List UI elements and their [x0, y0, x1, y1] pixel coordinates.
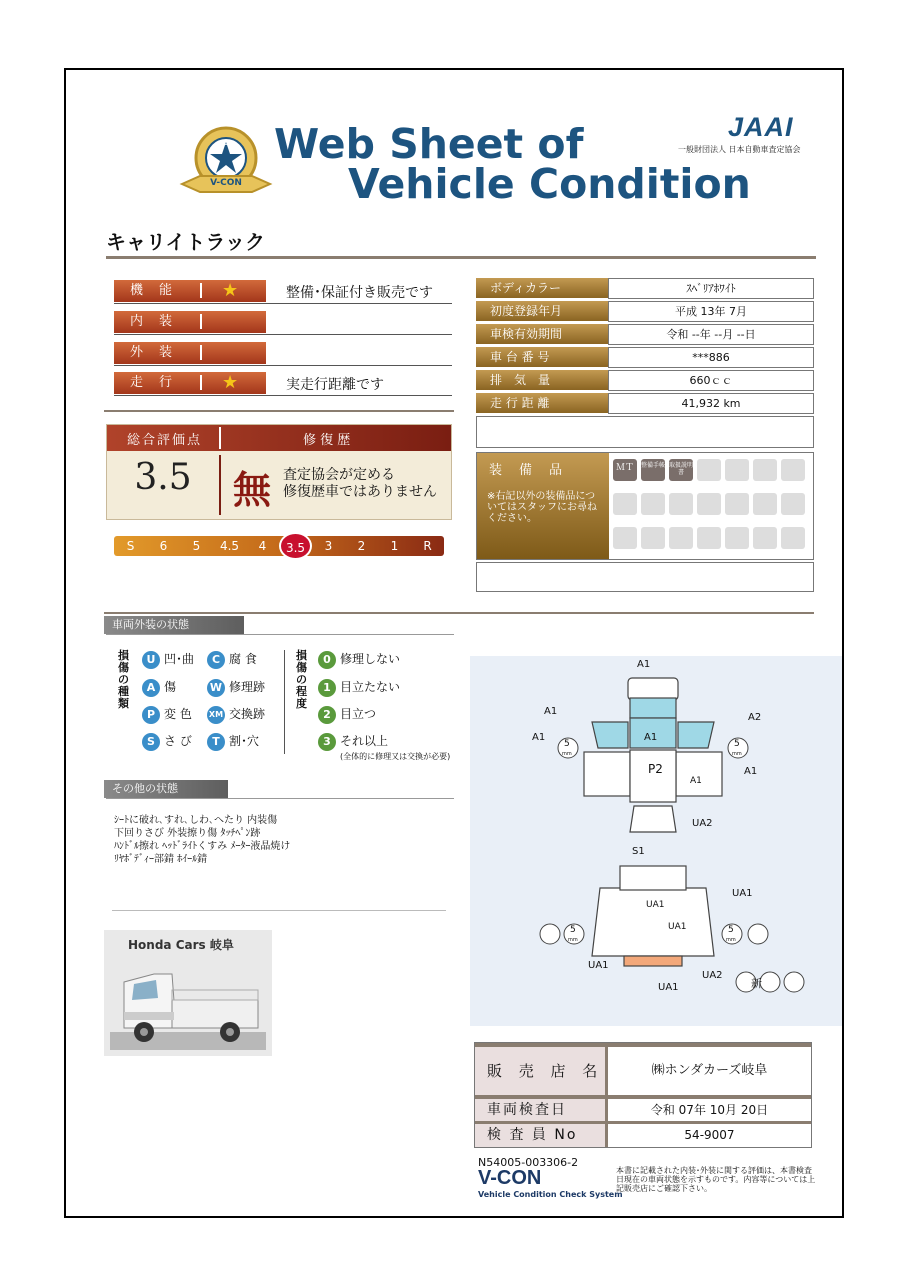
spec-value-mileage: 41,932 km: [608, 393, 814, 414]
equipment-slot: [697, 459, 721, 481]
equipment-slot: [697, 527, 721, 549]
inspector-number: 54-9007: [684, 1128, 735, 1142]
tire-unit: mm: [562, 751, 572, 757]
damage-label: A1: [532, 732, 546, 743]
vehicle-name: キャリイトラック: [106, 230, 265, 254]
degree-3: 3 それ以上: [318, 732, 388, 751]
star-icon: ★: [222, 372, 239, 393]
spec-table: [476, 278, 814, 416]
code-icon: 2: [318, 706, 336, 724]
score-scale-item: 5: [192, 539, 201, 553]
tab-mileage: [114, 372, 452, 394]
spec-label: 排 気 量: [476, 370, 608, 391]
vehicle-photo: [104, 930, 272, 1056]
spec-label: 車検有効期間: [476, 324, 608, 345]
truck-diagram-icon: [470, 656, 842, 1026]
jaai-org-name: 一般財団法人 日本自動車査定協会: [678, 145, 801, 154]
equipment-box: [476, 452, 814, 560]
damage-label: UA1: [668, 922, 687, 932]
damage-label: UA1: [646, 900, 665, 910]
equipment-label: 装 備 品: [489, 463, 565, 478]
tab-label: 機能: [130, 283, 189, 298]
spare-new-mark: 新: [751, 977, 762, 990]
exterior-section-header: 車両外装の状態: [104, 616, 244, 634]
equipment-slot: [725, 493, 749, 515]
equipment-note: ※右記以外の装備品についてはスタッフにお尋ねください。: [487, 491, 597, 524]
degree-0: 0 修理しない: [318, 650, 400, 669]
spec-value-displacement: 660ｃｃ: [608, 370, 814, 391]
tire-depth-rl: 5: [570, 925, 576, 935]
degree-2: 2 目立つ: [318, 705, 376, 724]
other-conditions: [114, 814, 290, 866]
damage-label: A1: [690, 776, 702, 786]
code-icon: A: [142, 679, 160, 697]
spec-value-body-color: ｽﾍﾞﾘｱﾎﾜｲﾄ: [608, 278, 814, 299]
other-line: ﾘﾔﾎﾞﾃﾞｨｰ部錆 ﾎｲｰﾙ錆: [114, 854, 208, 865]
dealer-table: [474, 1042, 812, 1148]
degree-note: (全体的に修理又は交換が必要): [340, 752, 451, 761]
equipment-slot: [613, 527, 637, 549]
equipment-slot: [641, 493, 665, 515]
tire-depth-fr: 5: [734, 739, 740, 749]
damage-label: A1: [544, 706, 558, 717]
spec-value-first-registration: 平成 13年 7月: [608, 301, 814, 322]
overall-score: 3.5: [134, 457, 192, 498]
jaai-logo: JAAI: [728, 112, 794, 142]
damage-types-heading: 損傷の種類: [118, 649, 129, 710]
shop-value: ㈱ホンダカーズ岐阜: [651, 1063, 768, 1078]
shop-label: 販 売 店 名: [475, 1047, 605, 1095]
header-rule: [106, 256, 816, 259]
spec-label: 初度登録年月: [476, 301, 608, 322]
repair-note-2: 修復歴車ではありません: [283, 484, 437, 500]
spec-label: 車 台 番 号: [476, 347, 608, 368]
tire-depth-rr: 5: [728, 925, 734, 935]
code-icon: S: [142, 733, 160, 751]
tire-depth-fl: 5: [564, 739, 570, 749]
equipment-slot: [753, 527, 777, 549]
equipment-slot: [725, 459, 749, 481]
spec-label: 走 行 距 離: [476, 393, 608, 414]
score-scale-item: 6: [159, 539, 168, 553]
code-icon: C: [207, 651, 225, 669]
equipment-slot: [697, 493, 721, 515]
spec-notes-box: [476, 416, 814, 448]
score-scale: [114, 536, 444, 556]
truck-photo-icon: [110, 958, 266, 1050]
damage-label: P2: [648, 762, 663, 776]
damage-label: UA2: [702, 970, 723, 981]
damage-degree-heading: 損傷の程度: [296, 649, 307, 710]
repair-history-label: 修 復 歴: [303, 433, 351, 448]
code-icon: XM: [207, 706, 225, 724]
emblem-mark: JAAI: [219, 140, 233, 147]
tab-label: 走行: [130, 375, 189, 390]
other-line: ﾊﾝﾄﾞﾙ擦れ ﾍｯﾄﾞﾗｲﾄくすみ ﾒｰﾀｰ液晶焼け: [114, 841, 291, 852]
star-icon: ★: [222, 280, 239, 301]
score-scale-item: 2: [357, 539, 366, 553]
equipment-slot: [753, 459, 777, 481]
tab-exterior: [114, 342, 452, 364]
spec-value-inspection-validity: 令和 --年 --月 --日: [608, 324, 814, 345]
inspector-label: 検 査 員 No: [475, 1124, 605, 1147]
inspection-date: 令和 07年 10月 20日: [650, 1103, 769, 1117]
code-icon: T: [207, 733, 225, 751]
code-icon: 0: [318, 651, 336, 669]
spec-label: ボディカラー: [476, 278, 608, 299]
damage-type-s: S さ び: [142, 732, 192, 751]
divider: [104, 612, 814, 614]
damage-type-u: U 凹･曲: [142, 650, 194, 669]
other-line: 下回りさび 外装擦り傷 ﾀｯﾁﾍﾟﾝ跡: [114, 828, 261, 839]
equipment-slot: [781, 527, 805, 549]
damage-label: UA1: [732, 888, 753, 899]
damage-type-p: P 変 色: [142, 705, 192, 724]
equipment-slot: [781, 493, 805, 515]
score-scale-item: 4: [258, 539, 267, 553]
repair-note-1: 査定協会が定める: [283, 467, 395, 483]
score-scale-item: R: [423, 539, 432, 553]
divider: [104, 410, 454, 412]
damage-label: UA1: [658, 982, 679, 993]
page-title-line2: Vehicle Condition: [348, 160, 751, 208]
photo-caption: Honda Cars 岐阜: [128, 938, 234, 952]
damage-type-c: C 腐 食: [207, 650, 257, 669]
damage-type-t: T 割･穴: [207, 732, 259, 751]
equipment-slot: [669, 527, 693, 549]
tab-function: [114, 280, 452, 302]
tab-interior: [114, 311, 452, 333]
spec-value-chassis-number: ***886: [608, 347, 814, 368]
tire-unit: mm: [568, 937, 578, 943]
equipment-slot: [613, 493, 637, 515]
tab-label: 外装: [130, 345, 189, 360]
badge-maintenance-book: 整備手帳: [641, 459, 665, 481]
tire-unit: mm: [732, 751, 742, 757]
score-scale-selected: 3.5: [279, 532, 312, 560]
tab-text: 実走行距離です: [286, 377, 384, 393]
rating-box: [106, 424, 452, 520]
inspection-date-label: 車両検査日: [475, 1099, 605, 1121]
tire-unit: mm: [726, 937, 736, 943]
code-icon: 1: [318, 679, 336, 697]
score-scale-item: S: [126, 539, 135, 553]
disclaimer: 本書に記載された内装･外装に関する評価は、本書検査日現在の車両状態を示すものです。内容等については上記販売店にご確認下さい。: [616, 1166, 816, 1193]
damage-label: UA2: [692, 818, 713, 829]
sheet-number: N54005-003306-2: [478, 1156, 579, 1169]
badge-mt: ＭＴ: [613, 459, 637, 481]
vcon-logo: V-CON: [478, 1167, 542, 1189]
damage-type-a: A 傷: [142, 678, 176, 697]
vcon-emblem: [176, 124, 276, 204]
equipment-slot: [669, 493, 693, 515]
overall-score-label: 総合評価点: [127, 433, 203, 448]
vcon-subtitle: Vehicle Condition Check System: [478, 1190, 623, 1199]
damage-label: UA1: [588, 960, 609, 971]
other-section-header: その他の状態: [104, 780, 228, 798]
equipment-slot: [781, 459, 805, 481]
code-icon: W: [207, 679, 225, 697]
score-scale-item: 1: [390, 539, 399, 553]
page-title-line1: Web Sheet of: [274, 120, 584, 168]
equipment-slot: [753, 493, 777, 515]
badge-manual: 取扱説明書: [669, 459, 693, 481]
damage-label: A1: [637, 659, 651, 670]
score-scale-item: 3: [324, 539, 333, 553]
damage-label: A1: [644, 732, 658, 743]
damage-label: S1: [632, 846, 645, 857]
equipment-slot: [725, 527, 749, 549]
equipment-slot: [641, 527, 665, 549]
code-icon: P: [142, 706, 160, 724]
code-icon: U: [142, 651, 160, 669]
score-scale-item: 4.5: [219, 539, 240, 553]
other-line: ｼｰﾄに破れ､すれ､しわ､へたり 内装傷: [114, 815, 278, 826]
tab-text: 整備･保証付き販売です: [286, 285, 433, 301]
damage-label: A2: [748, 712, 762, 723]
repair-mark: 無: [233, 467, 272, 512]
degree-1: 1 目立たない: [318, 678, 400, 697]
equipment-notes-box: [476, 562, 814, 592]
vcon-badge-text: V-CON: [210, 178, 242, 188]
damage-diagram: [470, 656, 842, 1026]
damage-type-w: W 修理跡: [207, 678, 265, 697]
damage-label: A1: [744, 766, 758, 777]
damage-type-xm: XM 交換跡: [207, 705, 265, 724]
code-icon: 3: [318, 733, 336, 751]
tab-label: 内装: [130, 314, 189, 329]
